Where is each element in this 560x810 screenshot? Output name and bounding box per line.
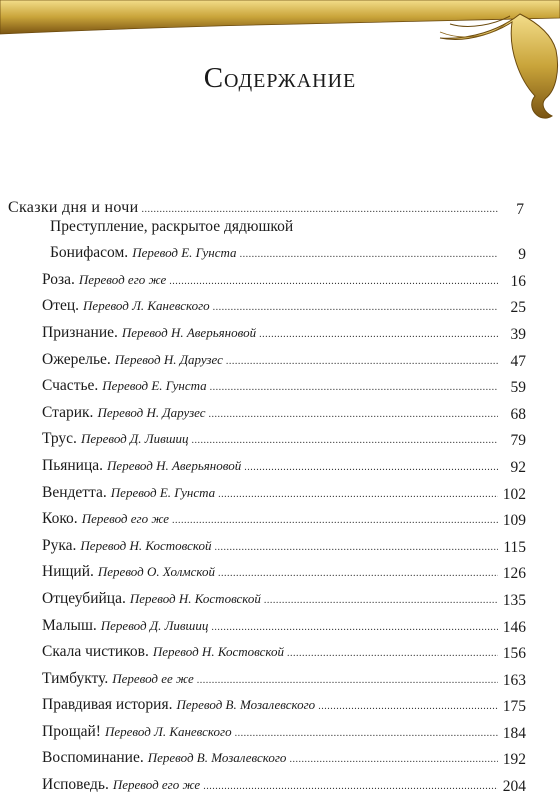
entry-title: Отец.: [42, 297, 80, 315]
entry-translator: Перевод Е. Гунста: [132, 245, 237, 261]
entry-translator: Перевод его же: [78, 271, 167, 287]
entry-page: 39: [510, 325, 526, 343]
entry-translator: Перевод В. Мозалевского: [147, 750, 287, 766]
entry-page: 102: [502, 485, 526, 503]
entry-title: Счастье.: [42, 377, 99, 395]
entry-translator: Перевод Е. Гунста: [102, 378, 207, 394]
entry-translator: Перевод Н. Аверьяновой: [121, 324, 257, 340]
entry-title: Вендетта.: [42, 483, 107, 501]
entry-title: Исповедь.: [42, 776, 109, 794]
section-page: 7: [516, 200, 524, 218]
toc-entry[interactable]: [0, 375, 560, 402]
entry-translator: Перевод Д. Лившиц: [100, 617, 209, 633]
toc-entry[interactable]: [0, 747, 560, 774]
entry-page: 192: [502, 751, 526, 769]
entry-translator: Перевод Л. Каневского: [104, 723, 232, 739]
toc-entry[interactable]: [0, 481, 560, 508]
toc-entry[interactable]: [0, 295, 560, 322]
toc-entry[interactable]: [0, 534, 560, 561]
entry-page: 126: [502, 565, 526, 583]
toc-entry[interactable]: [0, 667, 560, 694]
toc-entry[interactable]: [0, 561, 560, 588]
entry-translator: Перевод ее же: [112, 670, 194, 686]
entry-title: Тимбукту.: [42, 669, 109, 687]
entry-page: 204: [502, 778, 526, 796]
entry-page: 163: [502, 671, 526, 689]
toc-entry[interactable]: [0, 242, 560, 269]
toc-entry-line1[interactable]: [0, 217, 560, 242]
entry-translator: Перевод его же: [81, 511, 170, 527]
section-title: Сказки дня и ночи .....: [8, 198, 498, 219]
entry-translator: Перевод Л. Каневского: [83, 298, 210, 314]
entry-translator: Перевод Д. Лившиц: [80, 431, 189, 447]
table-of-contents: [0, 196, 560, 800]
entry-translator: Перевод В. Мозалевского: [176, 697, 316, 713]
entry-page: 16: [510, 272, 526, 290]
toc-entry[interactable]: [0, 720, 560, 747]
entry-page: 156: [502, 645, 526, 663]
entry-title-line1: Преступление, раскрытое дядюшкой: [50, 217, 294, 235]
entry-page: 109: [502, 512, 526, 530]
entry-title: Трус.: [42, 430, 77, 448]
entry-page: 68: [510, 405, 526, 423]
entry-page: 135: [502, 591, 526, 609]
entry-page: 47: [510, 352, 526, 370]
toc-entry[interactable]: [0, 428, 560, 455]
entry-title: Правдивая история.: [42, 696, 173, 714]
entry-page: 184: [502, 724, 526, 742]
toc-entry[interactable]: [0, 268, 560, 295]
entry-title: Нищий.: [42, 563, 94, 581]
entry-page: 25: [510, 299, 526, 317]
entry-translator: Перевод Н. Костовской: [129, 590, 261, 606]
entry-page: 115: [503, 538, 526, 556]
toc-entry[interactable]: [0, 773, 560, 800]
entry-title: Бонифасом.: [50, 244, 129, 262]
entry-title: Рука.: [42, 536, 77, 554]
toc-entry[interactable]: [0, 641, 560, 668]
entry-title: Отцеубийца.: [42, 589, 126, 607]
entry-translator: Перевод его же: [112, 777, 201, 793]
entry-title: Роза.: [42, 270, 75, 288]
entry-page: 9: [518, 246, 526, 264]
entry-title: Старик.: [42, 403, 94, 421]
entry-translator: Перевод Н. Аверьяновой: [107, 457, 242, 473]
toc-entry[interactable]: [0, 508, 560, 535]
page-title: Содержание: [203, 62, 357, 94]
toc-entry[interactable]: [0, 348, 560, 375]
entry-page: 175: [502, 698, 526, 716]
toc-entry[interactable]: [0, 321, 560, 348]
toc-entry[interactable]: [0, 694, 560, 721]
entry-translator: Перевод Н. Костовской: [80, 537, 212, 553]
entry-page: 92: [510, 458, 526, 476]
entry-title: Прощай!: [42, 722, 101, 740]
entry-translator: Перевод Е. Гунста: [110, 484, 216, 500]
entry-title: Воспоминание.: [42, 749, 144, 767]
toc-entry[interactable]: [0, 587, 560, 614]
entry-page: 146: [502, 618, 526, 636]
toc-entry[interactable]: [0, 401, 560, 428]
entry-translator: Перевод Н. Дарузес: [97, 404, 206, 420]
entry-title: Коко.: [42, 510, 78, 528]
entry-translator: Перевод О. Холмской: [97, 564, 216, 580]
entry-translator: Перевод Н. Дарузес: [114, 351, 223, 367]
entry-page: 59: [510, 379, 526, 397]
entry-title: Скала чистиков.: [42, 643, 149, 661]
entry-title: Ожерелье.: [42, 350, 111, 368]
toc-entry[interactable]: [0, 614, 560, 641]
toc-entry[interactable]: [0, 454, 560, 481]
entry-page: 79: [510, 432, 526, 450]
entry-title: Пьяница.: [42, 456, 104, 474]
entry-title: Признание.: [42, 323, 118, 341]
entry-translator: Перевод Н. Костовской: [152, 644, 284, 660]
entry-title: Малыш.: [42, 616, 97, 634]
